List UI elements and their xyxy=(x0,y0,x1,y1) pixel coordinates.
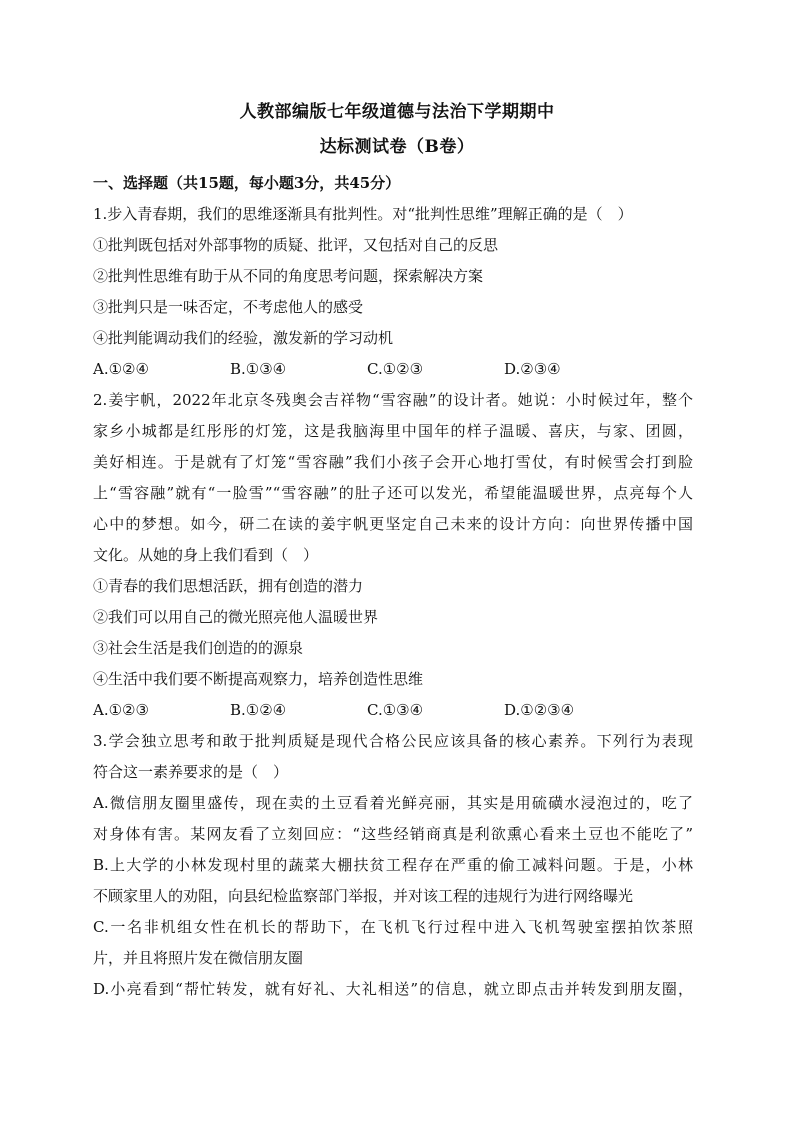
question-1 xyxy=(93,199,693,385)
answer-options xyxy=(93,354,693,385)
option-d: D.①②③④ xyxy=(504,701,575,719)
section-header: 一、选择题（共15题，每小题3分，共45分） xyxy=(93,174,401,192)
statement-item: ③批判只是一味否定，不考虑他人的感受 xyxy=(93,298,364,316)
statement-item: ①批判既包括对外部事物的质疑、批评，又包括对自己的反思 xyxy=(93,236,499,254)
option-d-line: D.小亮看到“帮忙转发，就有好礼、大礼相送”的信息，就立即点击并转发到朋友圈， xyxy=(93,980,693,998)
question-stem-line: 2.姜宇帆，2022年北京冬残奥会吉祥物“雪容融”的设计者。她说：小时候过年，整个 xyxy=(93,391,693,409)
option-c-line: 片，并且将照片发在微信朋友圈 xyxy=(93,949,304,967)
question-2 xyxy=(93,385,693,726)
option-a: A.①②④ xyxy=(93,360,149,378)
option-b: B.①②④ xyxy=(230,701,287,719)
question-stem-line: 心中的梦想。如今，研二在读的姜宇帆更坚定自己未来的设计方向：向世界传播中国 xyxy=(93,515,693,533)
exam-content xyxy=(93,168,693,1005)
statement-item: ①青春的我们思想活跃，拥有创造的潜力 xyxy=(93,577,364,595)
question-stem-line: 3.学会独立思考和敢于批判质疑是现代合格公民应该具备的核心素养。下列行为表现 xyxy=(93,732,693,750)
option-b-line: B.上大学的小林发现村里的蔬菜大棚扶贫工程存在严重的偷工减料问题。于是，小林 xyxy=(93,856,693,874)
question-stem-line: 上“雪容融”就有“一脸雪”“雪容融”的肚子还可以发光，希望能温暖世界，点亮每个人 xyxy=(93,484,693,502)
statement-item: ②我们可以用自己的微光照亮他人温暖世界 xyxy=(93,608,379,626)
option-b: B.①③④ xyxy=(230,360,287,378)
answer-options xyxy=(93,695,693,726)
option-d: D.②③④ xyxy=(504,360,561,378)
question-stem-line: 符合这一素养要求的是（ ） xyxy=(93,763,289,781)
option-c: C.①②③ xyxy=(367,360,424,378)
question-stem-line: 美好相连。于是就有了灯笼“雪容融”我们小孩子会开心地打雪仗，有时候雪会打到脸 xyxy=(93,453,693,471)
statement-item: ④批判能调动我们的经验，激发新的学习动机 xyxy=(93,329,394,347)
option-a: A.①②③ xyxy=(93,701,149,719)
option-b-line: 不顾家里人的劝阻，向县纪检监察部门举报，并对该工程的违规行为进行网络曝光 xyxy=(93,887,634,905)
exam-subtitle: 达标测试卷（B卷） xyxy=(319,137,475,157)
question-stem: 1.步入青春期，我们的思维逐渐具有批判性。对“批判性思维”理解正确的是（ ） xyxy=(93,205,633,223)
question-stem-line: 家乡小城都是红彤彤的灯笼，这是我脑海里中国年的样子温暖、喜庆，与家、团圆， xyxy=(93,422,693,440)
statement-item: ②批判性思维有助于从不同的角度思考问题，探索解决方案 xyxy=(93,267,484,285)
option-a-line: A.微信朋友圈里盛传，现在卖的土豆看着光鲜亮丽，其实是用硫磺水浸泡过的，吃了 xyxy=(93,794,693,812)
question-3 xyxy=(93,726,693,1005)
statement-item: ③社会生活是我们创造的的源泉 xyxy=(93,639,304,657)
option-a-line: 对身体有害。某网友看了立刻回应：“这些经销商真是利欲熏心看来土豆也不能吃了” xyxy=(93,825,693,843)
statement-item: ④生活中我们要不断提高观察力，培养创造性思维 xyxy=(93,670,424,688)
option-c-line: C.一名非机组女性在机长的帮助下，在飞机飞行过程中进入飞机驾驶室摆拍饮茶照 xyxy=(93,918,693,936)
option-c: C.①③④ xyxy=(367,701,424,719)
exam-title: 人教部编版七年级道德与法治下学期期中 xyxy=(239,102,555,122)
question-stem-line: 文化。从她的身上我们看到（ ） xyxy=(93,546,319,564)
